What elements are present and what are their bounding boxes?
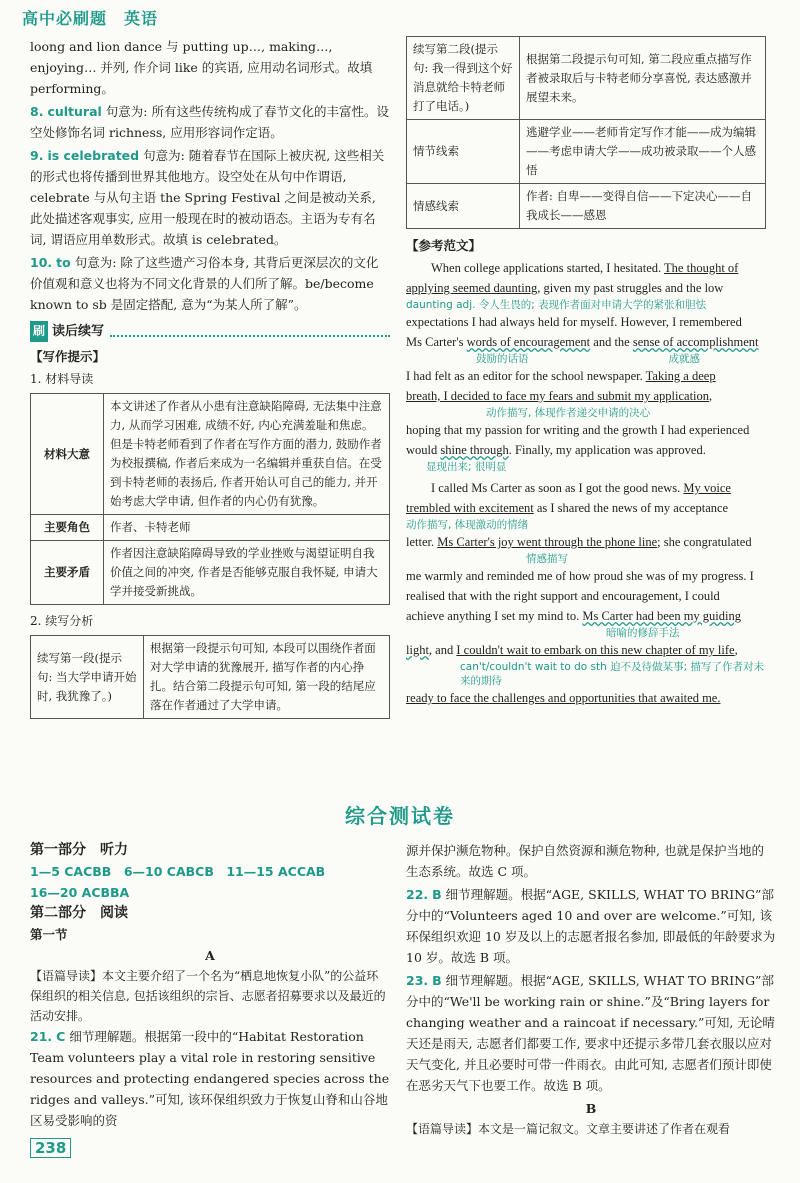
- intro-paragraph: loong and lion dance 与 putting up…, making…, enjoying… 并列, 作介词 like 的宾语, 应用动名词形式。故填 performing。: [30, 39, 373, 96]
- essay-text: ; she congratulated: [657, 535, 752, 549]
- essay-highlight: My voice: [683, 481, 731, 495]
- page-header: 高中必刷题 英语: [22, 9, 159, 28]
- essay-line: [406, 258, 766, 298]
- q10-number: 10.: [30, 255, 53, 270]
- answer-21: [30, 1026, 390, 1131]
- hint-2: 2. 续写分析: [30, 614, 94, 628]
- listening-answers-1: 1—5 CACBB 6—10 CABCB 11—15 ACCAB: [30, 864, 326, 879]
- q21-explanation: 细节理解题。根据第一段中的“Habitat Restoration Team volunteers play a vital role in restoring sensitive resources and protecting endangered species across the ridges and valleys.”可知, 该环保组织致力于恢复山脊和山谷地区易受影响的资: [30, 1029, 390, 1128]
- essay-text: I had felt as an editor for the school newspaper.: [406, 369, 643, 383]
- essay-line: [406, 440, 766, 460]
- q8-explanation: 句意为: 所有这些传统构成了春节文化的丰富性。设空处修饰名词 richness, 应用形容词作定语。: [30, 104, 389, 140]
- q10-answer: to: [56, 255, 71, 270]
- essay-note: [406, 352, 766, 366]
- q22-number: 22.: [406, 887, 429, 902]
- essay-line: [406, 332, 766, 352]
- passage-guide-b: 【语篇导读】本文是一篇记叙文。文章主要讲述了作者在观看: [406, 1122, 731, 1136]
- essay-line: breath, I decided to face my fears and submit my application,: [406, 389, 713, 403]
- essay-highlight: Ms Carter had been my guiding: [582, 609, 742, 623]
- essay-line: [406, 688, 766, 708]
- table-row: [31, 541, 390, 605]
- essay-highlight: breath, I decided to face my fears and submit my application: [406, 389, 710, 403]
- essay-text: achieve anything I set my mind to.: [406, 609, 580, 623]
- section-badge: 刷: [30, 321, 48, 342]
- q23-number: 23.: [406, 973, 429, 988]
- note-text: 鼓励的话语: [476, 353, 529, 365]
- hint-1: 1. 材料导读: [30, 372, 94, 386]
- essay-highlight: sense of accomplishment: [632, 335, 759, 349]
- writing-hint-title: 【写作提示】: [30, 349, 106, 364]
- essay-line: expectations I had always held for myself. However, I remembered: [406, 315, 742, 329]
- essay-highlight: words of encouragement: [466, 335, 591, 349]
- essay-note: 动作描写, 体现作者递交申请的决心: [486, 407, 651, 419]
- essay-highlight: The thought of applying seemed daunting: [406, 261, 739, 295]
- essay-text: as I shared the news of my acceptance: [536, 501, 729, 515]
- q9-answer: is celebrated: [47, 148, 140, 163]
- essay-note: 情感描写: [526, 553, 568, 565]
- table-row: [31, 636, 390, 719]
- analysis-table: [30, 635, 390, 719]
- essay-highlight: light: [406, 643, 429, 657]
- page-number: 238: [30, 1138, 71, 1158]
- table-key: 续写第一段(提示句: 当大学申请开始时, 我犹豫了。): [31, 636, 144, 719]
- essay-line: me warmly and reminded me of how proud she was of my progress. I: [406, 569, 754, 583]
- section-bar: [30, 321, 390, 342]
- table-value: 逃避学业——老师肯定写作才能——成为编辑——考虑申请大学——成功被录取——个人感悟: [520, 120, 766, 184]
- essay-highlight: I couldn't wait to embark on this new chapter of my life: [456, 643, 735, 657]
- essay-line: [406, 478, 766, 498]
- table-value: 根据第二段提示句可知, 第二段应重点描写作者被录取后与卡特老师分享喜悦, 表达感激并展望未来。: [520, 37, 766, 120]
- q10-explanation: 句意为: 除了这些遗产习俗本身, 其背后更深层次的文化价值观和意义也将为不同文化背景的人们所了解。be/become known to sb 是固定搭配, 意为“为某人所了解”。: [30, 255, 379, 312]
- passage-letter: A: [205, 948, 215, 963]
- essay-line: [406, 366, 766, 386]
- essay-note: daunting adj. 令人生畏的; 表现作者面对申请大学的紧张和胆怯: [406, 299, 707, 311]
- essay-line: [406, 532, 766, 552]
- table-value: 作者、卡特老师: [104, 515, 390, 541]
- answer-10: [30, 252, 390, 315]
- answer-23: [406, 970, 776, 1096]
- table-value: 本文讲述了作者从小患有注意缺陷障碍, 无法集中注意力, 从而学习困难, 成绩不好, 内心充满羞耻和焦虑。但是卡特老师看到了作者在写作方面的潜力, 鼓励作者为校报撰稿, 作者后来成为一名编辑并重获自信。在受到卡特老师的表扬后, 作者开始认可自己的能力, 并开始考虑大学申请, 但作者的内心仍有犹豫。: [104, 394, 390, 515]
- answer-21-continued: 源并保护濒危物种。保护自然资源和濒危物种, 也就是保护当地的生态系统。故选 C 项。: [406, 843, 764, 879]
- q21-answer: C: [56, 1029, 66, 1044]
- test-title: 综合测试卷: [345, 804, 455, 828]
- essay-highlight: Ms Carter's joy went through the phone line: [437, 535, 658, 549]
- essay-text: , given my past struggles and the low: [537, 281, 724, 295]
- essay-line: [406, 498, 766, 518]
- essay-line: realised that with the right support and encouragement, I could: [406, 589, 720, 603]
- table-value: 根据第一段提示句可知, 本段可以围绕作者面对大学申请的犹豫展开, 描写作者的内心挣扎。结合第二段提示句可知, 第一段的结尾应落在作者通过了大学申请。: [144, 636, 390, 719]
- q23-answer: B: [432, 973, 442, 988]
- table-key: 情感线索: [407, 184, 520, 229]
- essay-highlight: ready to face the challenges and opportunities that awaited me.: [406, 691, 721, 705]
- essay-text: and the: [593, 335, 630, 349]
- answer-9: [30, 145, 390, 250]
- left-column: [30, 36, 390, 719]
- q9-explanation: 句意为: 随着春节在国际上被庆祝, 这些相关的形式也将传播到世界其他地方。设空处在从句中作谓语, celebrate 与从句主语 the Spring Festival 之间是被动关系, 此处描述客观事实, 应用一般现在时的被动语态。主语为专有名词, 谓语应用单数形式。故填 is celebrated。: [30, 148, 385, 247]
- listening-answers-2: 16—20 ACBBA: [30, 885, 130, 900]
- essay-line: hoping that my passion for writing and the growth I had experienced: [406, 423, 750, 437]
- table-key: 材料大意: [31, 394, 104, 515]
- essay-highlight: Taking a deep: [645, 369, 716, 383]
- section1-title: 第一节: [30, 927, 68, 942]
- essay-note: 暗喻的修辞手法: [606, 627, 680, 639]
- answer-22: [406, 884, 776, 968]
- essay-note: can't/couldn't wait to do sth 迫不及待做某事; 描写了作者对未来的期待: [460, 661, 764, 687]
- q9-number: 9.: [30, 148, 44, 163]
- table-row: [407, 184, 766, 229]
- q22-explanation: 细节理解题。根据“AGE, SKILLS, WHAT TO BRING”部分中的“Volunteers aged 10 and over are welcome.”可知, 该环保组织欢迎 10 岁及以上的志愿者报名参加, 即最低的年龄要求为 10 岁。故选 B 项。: [406, 887, 776, 965]
- table-key: 续写第二段(提示句: 我一得到这个好消息就给卡特老师打了电话。): [407, 37, 520, 120]
- essay-text: When college applications started, I hesitated.: [431, 261, 662, 275]
- sample-essay: [406, 258, 766, 708]
- q22-answer: B: [432, 887, 442, 902]
- essay-text: letter.: [406, 535, 435, 549]
- right-column: [406, 36, 766, 708]
- table-key: 情节线索: [407, 120, 520, 184]
- table-key: 主要角色: [31, 515, 104, 541]
- table-row: [407, 120, 766, 184]
- bottom-right-column: [406, 840, 776, 1140]
- table-row: [31, 515, 390, 541]
- q21-number: 21.: [30, 1029, 53, 1044]
- essay-text: I called Ms Carter as soon as I got the good news.: [431, 481, 681, 495]
- table-row: [407, 37, 766, 120]
- table-value: 作者因注意缺陷障碍导致的学业挫败与渴望证明自我价值之间的冲突, 作者是否能够克服自我怀疑, 申请大学并接受新挑战。: [104, 541, 390, 605]
- essay-line: [406, 606, 766, 626]
- part1-title: 第一部分 听力: [30, 842, 128, 858]
- material-table: [30, 393, 390, 605]
- essay-highlight: shine through: [440, 443, 509, 457]
- section-title: 读后续写: [52, 324, 105, 339]
- bottom-left-column: [30, 840, 390, 1133]
- essay-text: would: [406, 443, 438, 457]
- passage-letter-b: B: [585, 1101, 597, 1116]
- answer-8: [30, 101, 390, 143]
- sample-title: 【参考范文】: [406, 238, 482, 253]
- essay-text: . Finally, my application was approved.: [508, 443, 706, 457]
- table-key: 主要矛盾: [31, 541, 104, 605]
- q8-answer: cultural: [47, 104, 102, 119]
- section-divider: [110, 327, 390, 337]
- note-text: 成就感: [668, 353, 700, 365]
- part2-title: 第二部分 阅读: [30, 905, 128, 921]
- essay-line: light, and I couldn't wait to embark on this new chapter of my life,: [406, 643, 738, 657]
- essay-note: 显现出来; 很明显: [426, 461, 507, 473]
- table-value: 作者: 自卑——变得自信——下定决心——自我成长——感恩: [520, 184, 766, 229]
- table-row: [31, 394, 390, 515]
- passage-guide: 【语篇导读】本文主要介绍了一个名为“栖息地恢复小队”的公益环保组织的相关信息, 包括该组织的宗旨、志愿者招募要求以及最近的活动安排。: [30, 969, 386, 1023]
- essay-text: Ms Carter's: [406, 335, 464, 349]
- essay-highlight: trembled with excitement: [406, 501, 534, 515]
- q8-number: 8.: [30, 104, 44, 119]
- essay-text: , and: [428, 643, 454, 657]
- analysis-table-2: [406, 36, 766, 229]
- q23-explanation: 细节理解题。根据“AGE, SKILLS, WHAT TO BRING”部分中的“We'll be working rain or shine.”及“Bring layers for changing weather and a raincoat if necessary.”可知, 无论晴天还是雨天, 志愿者们都要工作, 要求中还提示多带几套衣服以应对天气变化, 并且必要时可带一件雨衣。由此可知, 志愿者们预计即使在恶劣天气下也要工作。故选 B 项。: [406, 973, 775, 1093]
- essay-note: 动作描写, 体现激动的情绪: [406, 519, 529, 531]
